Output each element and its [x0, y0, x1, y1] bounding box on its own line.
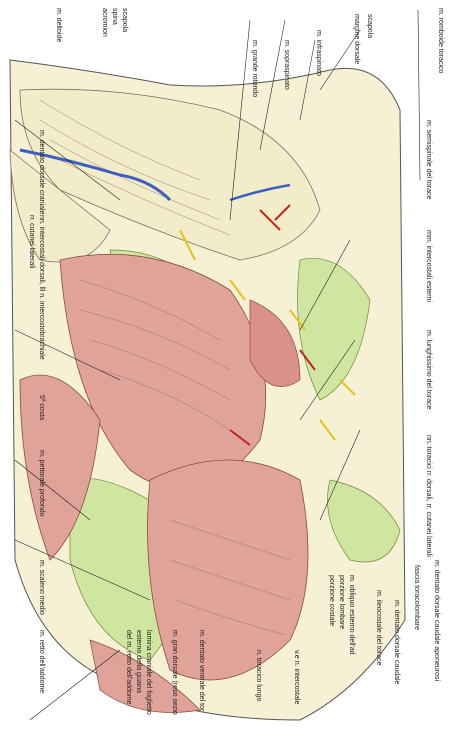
label-fascia-toracolombare: fascia toracolombare [413, 565, 420, 630]
label-sopraspinato: m. sopraspinato [283, 40, 290, 90]
label-semispinale: m. semispinale del torace [425, 120, 432, 200]
label-scaleno-medio: m. scaleno medio [38, 560, 45, 615]
label-toracico-lungo: n. toracico lungo [255, 650, 262, 702]
label-porzione-lombare: porzione lombare [338, 575, 345, 630]
label-porzione-costale: porzione costale [328, 575, 335, 626]
label-grande-rotondo: m. grande rotondo [251, 40, 258, 98]
label-obliquo-esterno: m. obliquo esterno dell'ad [348, 575, 355, 655]
label-lunghissimo: m. lunghissimo del torace [425, 330, 432, 410]
label-pettorale-profondo: m. pettorale profondo [38, 450, 45, 517]
label-dentato-craniale: m. dentato dorsale craniale [38, 130, 45, 215]
label-lamina: lamina craniale del foglietto [145, 630, 152, 715]
label-acromion: acromion [101, 8, 108, 37]
label-intercostale: v.e n. intercostale [293, 650, 300, 705]
label-dentato-caudale: m. dentato dorsale caudale [393, 600, 400, 685]
label-nervi-intercostali: nn. intercostali dorsali, lll n. intercostobrachiale [38, 215, 45, 360]
label-spina: spina [111, 8, 118, 25]
label-margine-dorsale: margine dorsale [353, 14, 360, 65]
label-scapola-spina: scapola [121, 8, 128, 33]
label-romboide-toracico: m. romboide toracico [437, 8, 444, 74]
label-ileocostale: m. ileocostale del torace [375, 590, 382, 666]
label-costa: 5ª costa [38, 395, 45, 421]
label-intercostali-esterni: mm. intercostali esterni [425, 230, 432, 302]
label-retto-addome: m. retto dell'addome [38, 630, 45, 694]
label-cutanei-laterali: rr. cutanei laterali [28, 215, 35, 269]
label-scapola: scapola [366, 14, 373, 39]
label-lamina3: del m. retto dell'addome [125, 630, 132, 705]
label-lamina2: esterno della guaina [135, 630, 142, 694]
label-dentato-aponeurosi: m. dentato dorsale caudale aponeurosi [433, 560, 440, 682]
label-dentato-ventrale: m. dentato ventrale del tor [198, 630, 205, 712]
label-deltoide: m. deltoide [55, 8, 62, 43]
label-gran-dorsale: m. gran dorsale (reso sezio [171, 630, 178, 715]
label-infraspinato: m. infraspinato [315, 30, 322, 76]
label-toracici: nn. toracici rr. dorsali, rr. cutanei laterali [425, 435, 432, 557]
